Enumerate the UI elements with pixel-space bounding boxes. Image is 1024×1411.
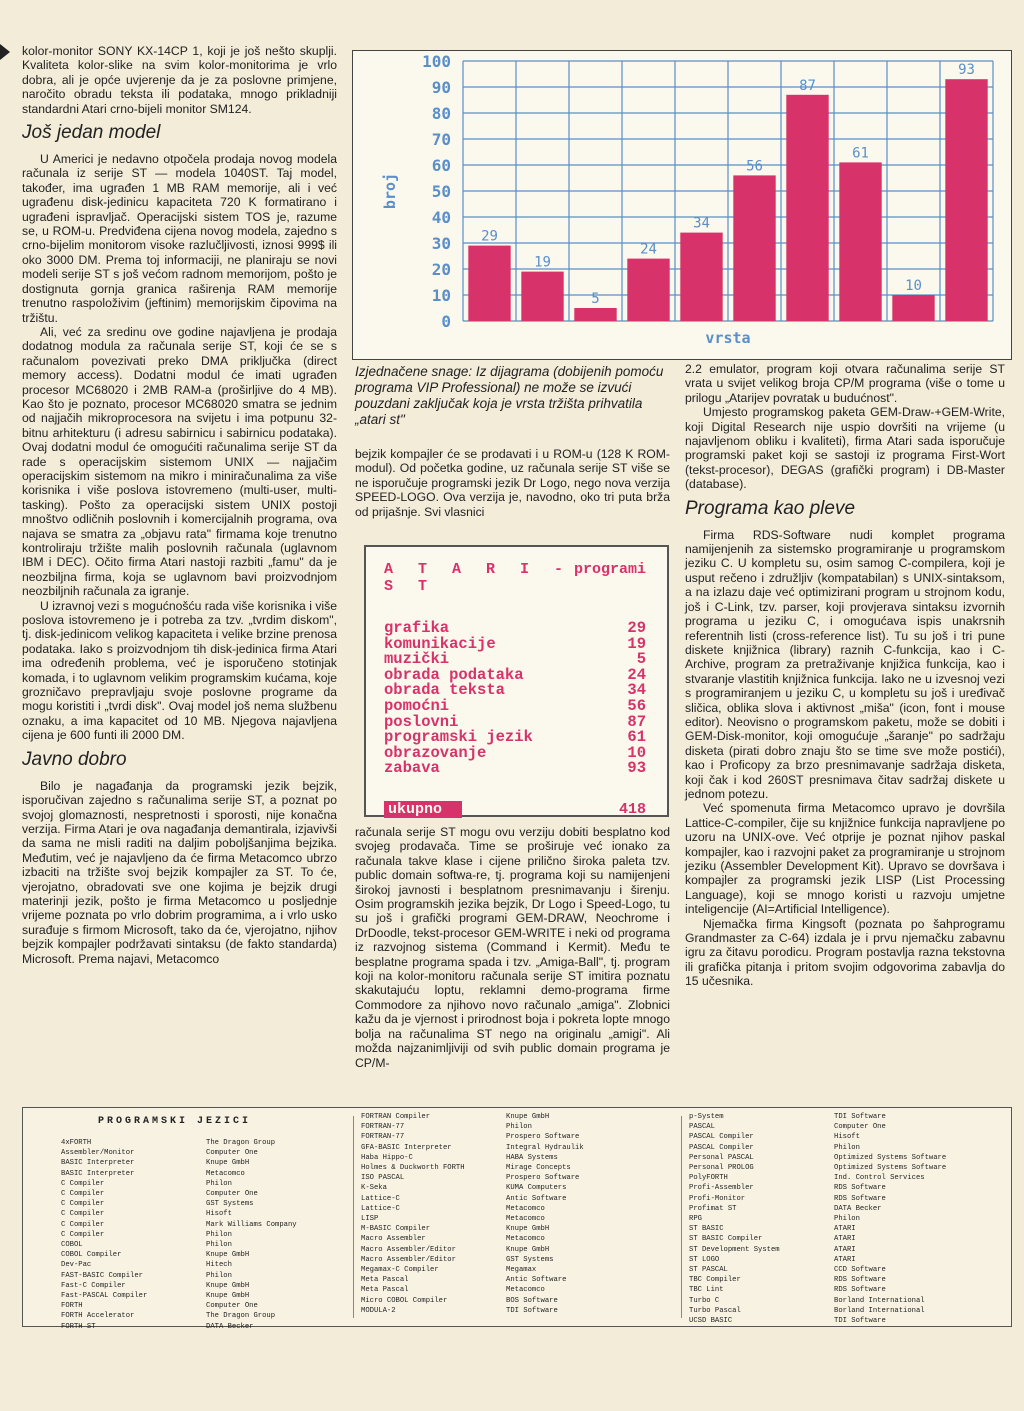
language-name: C Compiler <box>61 1220 105 1229</box>
table-row <box>361 1153 584 1163</box>
vendor-name: Knupe GmbH <box>506 1113 550 1121</box>
table-row <box>361 1306 584 1316</box>
languages-table <box>22 1107 1012 1331</box>
table-row <box>61 1250 297 1260</box>
language-name: UCSD BASIC <box>689 1317 733 1326</box>
language-name: Megamax-C Compiler <box>361 1266 439 1275</box>
program-count: 87 <box>627 712 646 731</box>
table-row <box>689 1224 946 1234</box>
vendor-name: GST Systems <box>506 1255 554 1264</box>
table-row <box>61 1291 297 1301</box>
vendor-name: Knupe GmbH <box>506 1245 550 1254</box>
vendor-name: Knupe GmbH <box>206 1159 250 1168</box>
program-category: programski jezik <box>384 728 533 747</box>
table-row <box>361 1173 584 1183</box>
program-category: obrazovanje <box>384 743 487 762</box>
screen-rows <box>384 621 646 777</box>
table-row <box>61 1311 297 1321</box>
table-row <box>361 1163 584 1173</box>
language-name: ISO PASCAL <box>361 1174 405 1183</box>
vendor-name: ATARI <box>834 1255 856 1264</box>
language-name: ST Development System <box>689 1245 780 1254</box>
table-row <box>61 1199 297 1209</box>
program-category: zabava <box>384 759 440 778</box>
table-row <box>361 1285 584 1295</box>
table-row <box>361 1122 584 1132</box>
table-row <box>361 1296 584 1306</box>
vendor-name: Knupe GmbH <box>206 1251 250 1260</box>
language-name: C Compiler <box>61 1200 105 1209</box>
program-count: 34 <box>627 681 646 700</box>
screen-total <box>384 801 646 818</box>
program-count: 10 <box>627 743 646 762</box>
language-name: FORTH <box>61 1302 83 1311</box>
table-row <box>689 1132 946 1142</box>
language-name: PASCAL Compiler <box>689 1133 754 1142</box>
language-name: ST BASIC Compiler <box>689 1235 763 1244</box>
program-category: obrada teksta <box>384 681 505 700</box>
vendor-name: Hisoft <box>834 1133 860 1142</box>
vendor-name: ATARI <box>834 1235 856 1244</box>
language-name: C Compiler <box>61 1230 105 1239</box>
data-label: 5 <box>591 291 600 307</box>
language-name: TBC Compiler <box>689 1276 741 1285</box>
bar <box>521 272 563 321</box>
y-axis-label: broj <box>381 172 399 210</box>
table-row <box>61 1148 297 1158</box>
bar <box>839 162 881 321</box>
vendor-name: Borland International <box>834 1306 925 1315</box>
language-name: FORTRAN Compiler <box>361 1113 431 1121</box>
data-label: 29 <box>481 228 498 245</box>
vendor-name: Hisoft <box>206 1210 232 1219</box>
table-row <box>61 1271 297 1281</box>
language-name: Haba Hippo-C <box>361 1153 413 1162</box>
table-row <box>361 1143 584 1153</box>
vendor-name: HABA Systems <box>506 1153 558 1162</box>
vendor-name: Optimized Systems Software <box>834 1164 947 1173</box>
vendor-name: Knupe GmbH <box>206 1292 250 1301</box>
total-value: 418 <box>618 800 646 818</box>
vendor-name: Philon <box>206 1179 232 1188</box>
screen-title: A T A R I - S T <box>384 561 572 595</box>
vendor-name: Mark Williams Company <box>206 1220 297 1229</box>
paragraph: U izravnoj vezi s mogućnošću rada više korisnika i više poslova istovremeno je i potreba za tzv. „tvrdim diskom", tj. disk-jedinicom velikog kapaciteta i velike brzine prenosa podataka. Iako s proizvodnjom tih disk-jedinica firma Atari ima određenih problema, već je isporučeno stotinjak komada, i to uglavnom velikim programskim kućama, koje grozničavo prepravljaju svoje poslovne programe da mogu koristiti i „tvrdi disk". Ovaj model još nema službenu oznaku, a ima kapacitet od 10 MB. Njegova najavljena cijena je 600 funti ili 2000 DM. <box>22 598 337 743</box>
vendor-name: Knupe GmbH <box>506 1225 550 1234</box>
vendor-name: ATARI <box>834 1245 856 1254</box>
table-row <box>361 1112 584 1122</box>
y-tick-label: 20 <box>431 260 451 279</box>
program-list-screen <box>364 545 669 817</box>
program-count: 29 <box>627 619 646 637</box>
program-count: 19 <box>627 634 646 653</box>
vendor-name: Mirage Concepts <box>506 1164 571 1173</box>
paragraph: Ali, već za sredinu ove godine najavljena je prodaja dodatnog modula za računala serije ST, koji će se s računalom povezivati preko DMA priključka (direct memory access). Dodatni modul će imati ugrađen procesor MC68020 i 2MB RAM-a (proširljive do 4 MB). Kao što je poznato, procesor MC68020 smatra se jednim od najjačih mikroprocesora na svijetu i ima potpunu 32-bitnu arhitekturu (i adresu sabirnicu i sabirnicu podataka). Ovaj dodatni modul će omogućiti računalima serije ST da rade s operacijskim sistemom UNIX — najjačim operacijskim sistemom na mikro i miniračunalima za više korisnika i više poslova istovremeno (multi-user, multi-tasking). Pošto za operacijski sistem UNIX postoji mnoštvo odličnih poslovnih i komercijalnih programa, ova najava se smatra za „objavu rata" firmama koje trenutno kontroliraju tržište malih poslovnih računala (uglavnom IBM i DEC). Očito firma Atari nastoji razbiti „famu" da je neozbiljna firma, koja se uglavnom bavi proizvodnjom neozbiljnih računala za igranje. <box>22 324 337 599</box>
language-name: FORTRAN-77 <box>361 1133 405 1142</box>
bar <box>786 95 828 321</box>
vendor-name: Hitech <box>206 1261 232 1270</box>
vendor-name: Megamax <box>506 1266 537 1275</box>
table-row <box>61 1209 297 1219</box>
table-row <box>689 1214 946 1224</box>
table-row <box>689 1183 946 1193</box>
data-label: 19 <box>534 254 551 271</box>
paragraph: bejzik kompajler će se prodavati i u ROM-u (128 K ROM-modul). Od početka godine, uz računala serije ST više se ne isporučuje programski jezik Dr Logo, nego nova verzija SPEED-LOGO. Ova verzija je, navodno, oko tri puta brža od prijašnje. Svi vlasnici <box>355 447 670 519</box>
table-row <box>61 1169 297 1179</box>
table-row <box>61 1240 297 1250</box>
bar-chart <box>352 50 1012 360</box>
data-label: 34 <box>693 215 710 232</box>
program-category: obrada podataka <box>384 665 524 684</box>
language-name: ST PASCAL <box>689 1266 728 1275</box>
table-row <box>689 1255 946 1265</box>
table-divider <box>353 1116 354 1318</box>
language-name: p-System <box>689 1113 724 1121</box>
table-row <box>61 1301 297 1311</box>
language-name: Lattice-C <box>361 1194 400 1203</box>
language-name: Meta Pascal <box>361 1286 409 1295</box>
table-row <box>361 1234 584 1244</box>
language-name: C Compiler <box>61 1179 105 1188</box>
table-row <box>361 1245 584 1255</box>
bar-chart-svg <box>353 51 1010 358</box>
vendor-name: RDS Software <box>834 1194 886 1203</box>
table-row <box>689 1245 946 1255</box>
table-row <box>689 1153 946 1163</box>
table-row <box>361 1265 584 1275</box>
table-row <box>689 1163 946 1173</box>
vendor-name: Metacomco <box>506 1204 545 1213</box>
vendor-name: Knupe GmbH <box>206 1281 250 1290</box>
table-row <box>361 1224 584 1234</box>
vendor-name: Prospero Software <box>506 1174 580 1183</box>
table-row <box>361 1183 584 1193</box>
language-name: Fast-PASCAL Compiler <box>61 1292 148 1301</box>
language-name: PASCAL Compiler <box>689 1143 754 1152</box>
data-label: 24 <box>640 241 657 258</box>
vendor-name: The Dragon Group <box>206 1312 276 1321</box>
vendor-name: GST Systems <box>206 1200 254 1209</box>
language-name: BASIC Interpreter <box>61 1169 135 1178</box>
data-label: 93 <box>958 62 975 79</box>
vendor-name: Philon <box>506 1123 532 1132</box>
program-category: komunikacije <box>384 634 496 653</box>
language-name: FORTRAN-77 <box>361 1123 405 1132</box>
section-heading: Još jedan model <box>22 122 161 144</box>
vendor-name: Computer One <box>206 1149 258 1158</box>
language-name: LISP <box>361 1215 379 1224</box>
bar <box>892 295 934 321</box>
screen-content <box>384 561 646 818</box>
table-row <box>689 1306 946 1316</box>
table-row <box>689 1122 946 1132</box>
language-name: Assembler/Monitor <box>61 1149 135 1158</box>
y-tick-label: 40 <box>431 208 451 227</box>
vendor-name: TDI Software <box>506 1306 558 1315</box>
language-name: 4xFORTH <box>61 1139 92 1147</box>
table-row <box>689 1316 946 1326</box>
table-divider <box>681 1116 682 1318</box>
article-column-3 <box>685 362 1005 989</box>
paragraph: Umjesto programskog paketa GEM-Draw-+GEM-Write, koji Digital Research nije uspio dovršiti na vrijeme (u najavljenom obliku i kvaliteti), firma Atari sada isporučuje programski paket koji se sastoji iz programa First-Wort (tekst-procesor), DEGAS (grafički program) i DB-Master (database). <box>685 405 1005 492</box>
table-row <box>689 1143 946 1153</box>
data-label: 10 <box>905 278 922 294</box>
vendor-name: Integral Hydraulik <box>506 1143 584 1152</box>
language-name: Personal PROLOG <box>689 1164 754 1173</box>
screen-header <box>384 561 646 595</box>
language-name: FORTH Accelerator <box>61 1312 135 1321</box>
table-row <box>689 1275 946 1285</box>
table-row <box>689 1204 946 1214</box>
language-name: Personal PASCAL <box>689 1153 754 1162</box>
table-row <box>61 1230 297 1240</box>
language-name: PolyFORTH <box>689 1174 728 1183</box>
table-row <box>61 1220 297 1230</box>
vendor-name: TDI Software <box>834 1113 886 1121</box>
paragraph: kolor-monitor SONY KX-14CP 1, koji je još nešto skuplji. Kvaliteta kolor-slike na svim kolor-monitorima je vrlo dobra, ali je opće uvjerenje da je za poslovne primjene, naročito obradu teksta ili podataka, mnogo prikladniji standardni Atari crno-bijeli monitor SM124. <box>22 44 337 116</box>
language-name: Profi-Assembler <box>689 1184 754 1193</box>
data-label: 61 <box>852 145 869 162</box>
y-tick-label: 10 <box>431 286 451 305</box>
y-tick-label: 60 <box>431 156 451 175</box>
vendor-name: Philon <box>834 1143 860 1152</box>
language-name: Profimat ST <box>689 1204 737 1213</box>
vendor-name: Philon <box>206 1230 232 1239</box>
language-name: Micro COBOL Compiler <box>361 1296 448 1305</box>
table-row <box>61 1281 297 1291</box>
vendor-name: Antic Software <box>506 1194 567 1203</box>
data-label: 87 <box>799 77 816 94</box>
y-tick-label: 30 <box>431 234 451 253</box>
language-name: Holmes & Duckworth FORTH <box>361 1164 465 1173</box>
language-name: COBOL Compiler <box>61 1251 122 1260</box>
program-category: muzički <box>384 650 450 669</box>
table-row <box>61 1138 297 1148</box>
vendor-name: Philon <box>206 1271 232 1280</box>
vendor-name: DATA Becker <box>206 1322 254 1331</box>
vendor-name: RDS Software <box>834 1184 886 1193</box>
language-name: K-Seka <box>361 1184 387 1193</box>
table-row <box>361 1194 584 1204</box>
article-column-2-top <box>355 447 670 519</box>
language-name: M-BASIC Compiler <box>361 1225 431 1234</box>
table-row <box>361 1214 584 1224</box>
language-name: MODULA-2 <box>361 1306 396 1315</box>
program-count: 5 <box>636 650 646 669</box>
table-row <box>361 1275 584 1285</box>
language-name: PASCAL <box>689 1123 715 1132</box>
table-row <box>689 1265 946 1275</box>
language-name: Dev-Pac <box>61 1261 92 1270</box>
language-name: Fast-C Compiler <box>61 1281 126 1290</box>
program-category: poslovni <box>384 712 459 731</box>
y-tick-label: 0 <box>441 312 451 331</box>
y-tick-label: 70 <box>431 130 451 149</box>
vendor-name: Computer One <box>206 1302 258 1311</box>
language-name: RPG <box>689 1215 702 1224</box>
vendor-name: Philon <box>206 1241 232 1250</box>
table-row <box>361 1132 584 1142</box>
screen-subtitle: programi <box>573 561 646 578</box>
language-name: FORTH ST <box>61 1322 96 1331</box>
table-row <box>61 1322 297 1332</box>
table-row <box>689 1285 946 1295</box>
table-row <box>61 1179 297 1189</box>
program-count: 56 <box>627 696 646 715</box>
vendor-name: The Dragon Group <box>206 1139 276 1147</box>
paragraph: Bilo je nagađanja da programski jezik bejzik, isporučivan zajedno s računalima serije ST, a poznat po svojoj glomaznosti, nespretnosti i sporosti, nije konačna verzija. Firma Atari je ova nagađanja demantirala, izjavivši da sama ne misli raditi na daljim poboljšanjima bejzika. Međutim, već je najavljeno da će firma Metacomco ubrzo izbaciti na tržište svoj bejzik kompajler za ST. To će, vjerojatno, obradovati sve one kojima je bejzik drugi materinji jezik, pošto je firma Metacomco u posljednje vrijeme poznata po vrlo dobrim programima, a i vrlo usko surađuje s firmom Microsoft, tako da će, vjerojatno, njihov bejzik kompajler podržavati sintaksu (de fakto standarda) Microsoft. Prema najavi, Metacomco <box>22 778 337 966</box>
paragraph: Njemačka firma Kingsoft (poznata po šahprogramu Grandmaster za C-64) izdala je i prvu njemačku zabavnu igru za čitavu porodicu. Program postavlja razna tekstovna ili grafička pitanja i pritom svojim odgovorima zabavlja do 15 učesnika. <box>685 916 1005 989</box>
bar <box>468 246 510 321</box>
vendor-name: BOS Software <box>506 1296 558 1305</box>
vendor-name: DATA Becker <box>834 1204 882 1213</box>
y-tick-label: 90 <box>431 78 451 97</box>
table-row <box>61 1189 297 1199</box>
y-tick-label: 80 <box>431 104 451 123</box>
table-row <box>61 1260 297 1270</box>
paragraph: 2.2 emulator, program koji otvara računalima serije ST vrata u svijet velikog broja CP/M programa (više o tome u prilogu „Atarijev povratak u budućnost". <box>685 362 1005 405</box>
vendor-name: Metacomco <box>206 1169 245 1178</box>
article-column-1 <box>22 44 337 966</box>
table-row <box>361 1255 584 1265</box>
table-column-3 <box>689 1112 946 1326</box>
table-column-2 <box>361 1112 584 1316</box>
table-title: PROGRAMSKI JEZICI <box>98 1116 252 1127</box>
vendor-name: Borland International <box>834 1296 925 1305</box>
program-category: pomoćni <box>384 696 450 715</box>
figure-caption: Izjednačene snage: Iz dijagrama (dobijenih pomoću programa VIP Professional) ne može se izvući pouzdani zaključak koja je vrsta tržišta prihvatila „atari st" <box>355 364 664 427</box>
vendor-name: KUMA Computers <box>506 1184 567 1193</box>
section-heading: Javno dobro <box>22 748 127 770</box>
language-name: COBOL <box>61 1241 83 1250</box>
table-row <box>689 1173 946 1183</box>
vendor-name: Antic Software <box>506 1276 567 1285</box>
vendor-name: Prospero Software <box>506 1133 580 1142</box>
language-name: TBC Lint <box>689 1286 724 1295</box>
page-marker-arrow <box>0 44 10 60</box>
paragraph: Firma RDS-Software nudi komplet programa namijenjenih za sistemsko programiranje u programskom jeziku C. U kompletu su, osim samog C-compilera, koji je usput rečeno i združljiv (kompatabilan) s UNIX-sintaksom, a na izlazu daje već optimizirani program u strojnom kodu, još i C-Link, tzv. parser, koji provjerava sintaksu izvornih programa u jeziku C, i omogućava ispis unakrsnih referentnih listi (cross-reference list). Tu su još i tri pune diskete knjižnica (library) raznih C-funkcija, kao i C-Archive, program za pretraživanje knjižica funkcija, kao i stvaranje vlastitih knjižnica funkcija. Iako ne u izvesnoj vezi s programiranjem u jeziku C, u kompletu su još i uređivač sličica, oblika slova i aktivnost „miša" (icon, font i mouse editor). Neovisno o programskom paketu, može se dobiti i GEM-Disk-monitor, koji omogućuje „šaranje" po sadržaju disketa (pirati dobro znaju što se time sve može postići), kao i Proficopy za brzo presnimavanje sadržaja disketa, koji čak i kod 260ST presnimava čitav sadržaj diskete u jednom potezu. <box>685 527 1005 801</box>
table-row <box>689 1194 946 1204</box>
language-name: BASIC Interpreter <box>61 1159 135 1168</box>
language-name: GFA-BASIC Interpreter <box>361 1143 452 1152</box>
data-label: 56 <box>746 158 763 175</box>
screen-row <box>384 761 646 777</box>
vendor-name: Ind. Control Services <box>834 1174 925 1183</box>
article-column-2-bottom <box>355 825 670 1070</box>
program-category: grafika <box>384 619 450 637</box>
language-name: Macro Assembler <box>361 1235 426 1244</box>
language-name: FAST-BASIC Compiler <box>61 1271 143 1280</box>
vendor-name: Computer One <box>206 1190 258 1199</box>
vendor-name: CCD Software <box>834 1266 886 1275</box>
table-row <box>361 1204 584 1214</box>
language-name: Macro Assembler/Editor <box>361 1255 456 1264</box>
bar <box>627 259 669 321</box>
vendor-name: Philon <box>834 1215 860 1224</box>
vendor-name: Metacomco <box>506 1286 545 1295</box>
total-label: ukupno <box>384 801 462 818</box>
bar <box>733 175 775 321</box>
y-tick-label: 100 <box>422 52 451 71</box>
program-count: 93 <box>627 759 646 778</box>
table-row <box>689 1234 946 1244</box>
language-name: ST BASIC <box>689 1225 724 1234</box>
y-tick-label: 50 <box>431 182 451 201</box>
vendor-name: RDS Software <box>834 1276 886 1285</box>
language-name: Turbo C <box>689 1296 720 1305</box>
table-row <box>689 1296 946 1306</box>
vendor-name: Metacomco <box>506 1235 545 1244</box>
section-heading: Programa kao pleve <box>685 497 856 519</box>
program-count: 24 <box>627 665 646 684</box>
vendor-name: Metacomco <box>506 1215 545 1224</box>
vendor-name: Optimized Systems Software <box>834 1153 947 1162</box>
vendor-name: RDS Software <box>834 1286 886 1295</box>
language-name: Turbo Pascal <box>689 1306 741 1315</box>
paragraph: U Americi je nedavno otpočela prodaja novog modela računala iz serije ST — modela 1040ST. Taj model, također, ima ugrađen 1 MB RAM memorije, ali i već ugrađenu disk-jedinicu kapaciteta 720 K formatirano i ugrađeni ispravljač. Operacijski sistem TOS je, razume se, u ROM-u. Predviđena cijena novog modela, zajedno s crno-bijelim monitorom visoke razlučljivosti, iznosi 999$ ili oko 3000 DM. Prema toj informaciji, ne planiraju se novi modeli serije ST s još većom radnom memorijom, pošto je dostignuta gornja granica raširenja RAM memorije trenutno raspoloživim (jeftinim) memorijskim čipovima na tržištu. <box>22 152 337 325</box>
language-name: Meta Pascal <box>361 1276 409 1285</box>
bar <box>680 233 722 321</box>
bar <box>574 308 616 321</box>
vendor-name: ATARI <box>834 1225 856 1234</box>
language-name: Profi-Monitor <box>689 1194 746 1203</box>
x-axis-label: vrsta <box>705 329 751 347</box>
vendor-name: TDI Software <box>834 1317 886 1326</box>
language-name: Lattice-C <box>361 1204 400 1213</box>
vendor-name: Computer One <box>834 1123 886 1132</box>
table-column-1 <box>61 1138 297 1332</box>
language-name: C Compiler <box>61 1210 105 1219</box>
language-name: Macro Assembler/Editor <box>361 1245 456 1254</box>
program-count: 61 <box>627 728 646 747</box>
table-row <box>689 1112 946 1122</box>
paragraph: Već spomenuta firma Metacomco upravo je dovršila Lattice-C-compiler, čije su knjižnice funkcija napravljene po uzoru na UNIX-ove. Već otprije je poznat njihov paskal kompajler, kao i razvojni paket za programiranje u strojnom jeziku (Assembler Development Kit). Upravo se dovršava i kompajler za programski jezik LISP (List Processing Language), koji se mnogo koristi u razvoju umjetne inteligencije (AI=Artificial Intelligence). <box>685 801 1005 917</box>
table-row <box>61 1158 297 1168</box>
bar <box>945 79 987 321</box>
paragraph: računala serije ST mogu ovu verziju dobiti besplatno kod svojeg prodavača. Time se proširuje već ionako za računala takve klase i cijene prilično široka paleta tzv. public domain softwa-re, tj. programa koji su namijenjeni širokoj javnosti i besplatnom presnimavanju i širenju. Osim programskih jezika bejzik, Dr Logo i Speed-Logo, tu su još i grafički programi GEM-DRAW, Neochrome i DrDoodle, tekst-procesor GEM-WRITE i neki od programa iz razvojnog sistema (Command i Kermit). Među te besplatne programa spada i tzv. „Amiga-Ball", tj. program koji na kolor-monitoru računala serije ST imitira poznatu skakutajuću loptu, reklamni demo-programa firme Commodore za njihovo novo računalo „amiga". Zlobnici kažu da je vjernost i prirodnost boja i pokreta lopte mnogo bolja na računalima ST nego na originalu „amigi". Ali možda najzanimljiviji od svih public domain programa je CP/M- <box>355 825 670 1070</box>
language-name: C Compiler <box>61 1190 105 1199</box>
language-name: ST LOGO <box>689 1255 720 1264</box>
